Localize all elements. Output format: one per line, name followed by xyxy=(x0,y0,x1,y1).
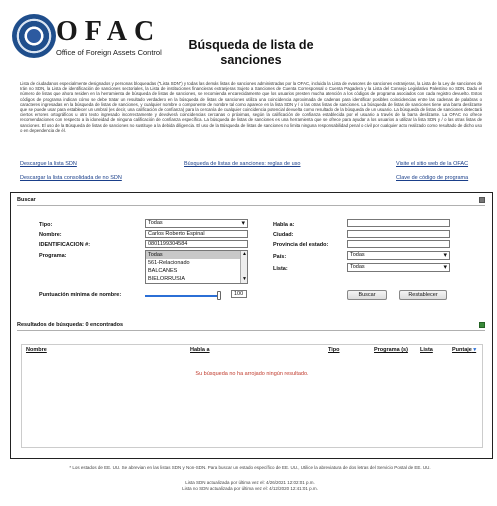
divider xyxy=(17,205,485,206)
country-select[interactable]: Todas ▾ xyxy=(347,251,450,260)
non-sdn-update: Lista no SDN actualizada por última vez el: 4/12/2020 12:41:01 p.m. xyxy=(182,486,318,491)
page-header xyxy=(8,10,488,70)
slider-handle[interactable] xyxy=(217,291,221,300)
results-table xyxy=(21,344,483,448)
footnote: * Los estados de EE. UU. Se abrevian en las listas SDN y Non-SDN. Para buscar un estado específico de EE. UU., Utilice la abreviatura de dos letras del Servicio Postal de EE. UU. xyxy=(69,465,431,470)
address-input[interactable] xyxy=(347,219,450,227)
list-select[interactable]: Todas ▾ xyxy=(347,263,450,272)
page-title: Búsqueda de lista de sanciones xyxy=(188,38,314,67)
sort-arrow-icon: ▾ xyxy=(471,347,477,353)
treasury-seal-icon xyxy=(12,14,56,58)
chevron-down-icon: ▾ xyxy=(241,220,245,227)
divider xyxy=(17,330,485,331)
col-score-header[interactable]: Puntaje ▾ xyxy=(452,347,477,353)
name-input[interactable]: Carlos Roberto Espinal xyxy=(145,230,248,238)
chevron-down-icon: ▾ xyxy=(443,252,447,259)
state-input[interactable] xyxy=(347,240,450,248)
search-button[interactable]: Buscar xyxy=(347,290,387,300)
results-heading: Resultados de búsqueda: 0 encontrados xyxy=(17,322,124,328)
state-label: Provincia del estado: xyxy=(273,242,329,248)
program-option[interactable]: BALCANES xyxy=(148,268,178,274)
id-input[interactable]: 0801199304584 xyxy=(145,240,248,248)
visit-ofac-link[interactable]: Visite el sitio web de la OFAC xyxy=(396,161,469,167)
program-option[interactable]: BIELORRUSIA xyxy=(148,276,185,282)
type-label: Tipo: xyxy=(39,222,53,228)
download-consolidated-link[interactable]: Descargar la lista consolidada de no SDN xyxy=(20,175,122,181)
min-score-slider[interactable] xyxy=(145,295,221,297)
country-label: País: xyxy=(273,254,287,260)
scroll-up-icon[interactable]: ▲ xyxy=(242,251,247,257)
col-type-header[interactable]: Tipo xyxy=(328,347,340,353)
intro-paragraph: Lista de ciudadanos especialmente designados y personas bloqueadas ("Lista SDN") y todas las demás listas de sanciones administradas por la OFAC, incluida la Lista de evasores de sanciones extranjeras, la Lista de la Ley de sanciones de Irán no SDN, la Lista de identificación de sanciones sectoriales, la Lista de instituciones financieras extranjeras Sujeto a Sanciones de Cuenta Corresponsal o Cuenta Pagadera y la Lista del Consejo Legislativo Palestino no SDN. Dado el número de listas que ahora residen en la herramienta de búsqueda de listas de sanciones, se recomienda encarecidamente que los usuarios presten mucha atención a los códigos de programa asociados con cada registro devuelto. Estos códigos de programa indican cómo se debe tratar un resultado verdadero en la búsqueda de listas de sanciones utiliza una coincidencia aproximada de cadenas para identificar posibles coincidencias entre las cadenas de palabras o caracteres ingresadas en la búsqueda de listas de sanciones, y cualquier nombre o componente de nombre tal como aparece en la lista SDN y / o las otras listas de sanciones. La búsqueda de listas de sanciones tiene una barra deslizante que se puede usar para establecer un umbral (es decir, una calificación de confianza) para la cercanía de cualquier coincidencia potencial devuelta como resultado de la búsqueda de un usuario. La búsqueda de listas de sanciones detectará ciertos errores ortográficos u otro texto ingresado incorrectamente y devolverá coincidencias cercanas o próximas, según la calificación de confianza establecida por el usuario a través de la barra deslizante. La OFAC no ofrece recomendaciones con respecto a la idoneidad de ninguna calificación de confianza específica. La búsqueda de listas de sanciones es una herramienta que se ofrece para ayudar a los usuarios a utilizar la lista SDN y / o las otras listas de sanciones. El uso de la Búsqueda de listas de sanciones no sustituye a la debida diligencia. El uso de la Búsqueda de listas de sanciones no limita ninguna responsabilidad penal o civil por cualquier acto realizado como resultado de dicho uso o en dependencia de él. xyxy=(20,81,482,133)
name-label: Nombre: xyxy=(39,232,62,238)
program-codes-link[interactable]: Clave de código de programa xyxy=(396,175,469,181)
program-option[interactable]: 561-Relacionado xyxy=(148,260,190,266)
ofac-logo-text: OFAC xyxy=(56,16,162,47)
min-score-label: Puntuación mínima de nombre: xyxy=(39,292,122,298)
sdn-update: Lista SDN actualizada por última vez el: 4/26/2021 12:02:01 p.m. xyxy=(185,480,315,485)
collapse-icon[interactable] xyxy=(479,197,485,203)
export-icon[interactable] xyxy=(479,322,485,328)
reset-button[interactable]: Restablecer xyxy=(399,290,447,300)
col-address-header[interactable]: Habla a xyxy=(190,347,210,353)
scroll-down-icon[interactable]: ▼ xyxy=(242,276,247,282)
search-rules-link[interactable]: Búsqueda de listas de sanciones: reglas de uso xyxy=(184,161,301,167)
listbox-scrollbar[interactable] xyxy=(240,251,247,283)
city-label: Ciudad: xyxy=(273,232,294,238)
city-input[interactable] xyxy=(347,230,450,238)
download-sdn-link[interactable]: Descargue la lista SDN xyxy=(20,161,77,167)
chevron-down-icon: ▾ xyxy=(443,264,447,271)
program-listbox[interactable] xyxy=(145,250,248,284)
ofac-logo-subtitle: Office of Foreign Assets Control xyxy=(56,48,162,57)
address-label: Habla a: xyxy=(273,222,295,228)
links-area xyxy=(20,159,482,189)
min-score-input[interactable]: 100 xyxy=(231,290,247,298)
col-list-header[interactable]: Lista xyxy=(420,347,433,353)
id-label: IDENTIFICACION #: xyxy=(39,242,91,248)
program-label: Programa: xyxy=(39,253,67,259)
col-programs-header[interactable]: Programa (s) xyxy=(374,347,408,353)
search-heading: Buscar xyxy=(17,197,36,203)
type-select[interactable]: Todas ▾ xyxy=(145,219,248,228)
update-info xyxy=(20,480,480,492)
search-panel xyxy=(10,192,493,459)
program-option[interactable]: Todas xyxy=(146,251,247,259)
empty-results-message: Su búsqueda no ha arrojado ningún resultado. xyxy=(195,371,309,377)
list-label: Lista: xyxy=(273,266,288,272)
col-name-header[interactable]: Nombre xyxy=(26,347,47,353)
